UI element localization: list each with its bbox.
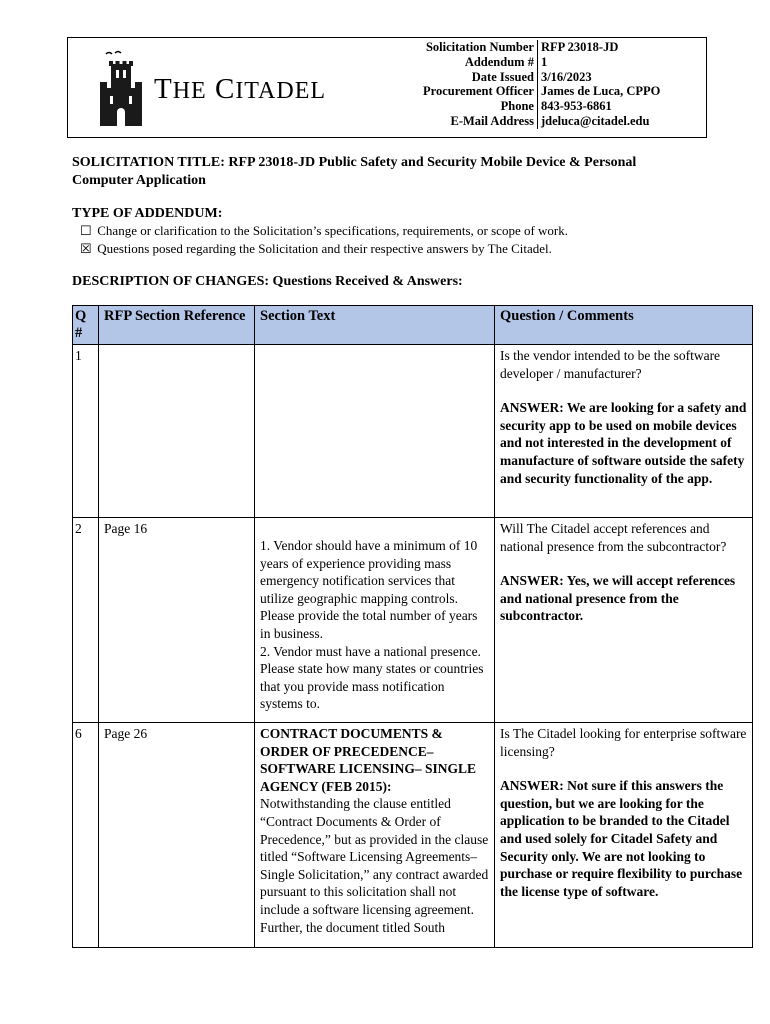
col-header-text: Section Text <box>255 306 495 345</box>
col-header-q: Q # <box>73 306 99 345</box>
addendum-option-questions <box>80 240 552 257</box>
answer-text: ANSWER: We are looking for a safety and security app to be used on mobile devices and not interested in the development of manufacture of software outside the safety and security functionality of the app. <box>500 400 747 486</box>
section-text-heading: CONTRACT DOCUMENTS & ORDER OF PRECEDENCE– SOFTWARE LICENSING– SINGLE AGENCY (FEB 2015): <box>260 726 477 794</box>
solicitation-title: SOLICITATION TITLE: RFP 23018-JD Public Safety and Security Mobile Device & Personal Computer Application <box>72 155 637 188</box>
table-row <box>73 723 753 948</box>
castle-tower-icon <box>98 48 146 128</box>
info-row: Procurement Officer James de Luca, CPPO <box>420 84 663 99</box>
answer-text: ANSWER: Yes, we will accept references and national presence from the subcontractor. <box>500 573 736 624</box>
questions-answers-table <box>72 305 753 948</box>
question-number: 1 <box>73 345 99 518</box>
header-box <box>67 37 707 138</box>
unchecked-box-icon: ☐ <box>80 223 92 238</box>
description-label: DESCRIPTION OF CHANGES: Questions Received & Answers: <box>72 274 463 289</box>
logo-wordmark: THE CITADEL <box>154 73 327 105</box>
question-number: 2 <box>73 518 99 723</box>
table-header-row <box>73 306 753 345</box>
option-text: Questions posed regarding the Solicitation and their respective answers by The Citadel. <box>97 241 552 256</box>
question-text: Will The Citadel accept references and national presence from the subcontractor? <box>500 521 727 554</box>
email-link[interactable]: jdeluca@citadel.edu <box>540 113 650 128</box>
addendum-type-label: TYPE OF ADDENDUM: <box>72 206 223 221</box>
section-text-body: Notwithstanding the clause entitled “Contract Documents & Order of Precedence,” but as provided in the clause titled “Software Licensing Agreements–Single Solicitation,” any contract awarded pursuant to this solicitation shall not include a software licensing agreement. Further, the document titled South <box>260 796 489 935</box>
section-reference: Page 16 <box>99 518 255 723</box>
table-row <box>73 345 753 518</box>
table-row <box>73 518 753 723</box>
info-row: Date Issued 3/16/2023 <box>420 70 663 85</box>
question-cell <box>495 723 753 948</box>
info-row: Addendum # 1 <box>420 55 663 70</box>
answer-text: ANSWER: Not sure if this answers the question, but we are looking for the application to be branded to the Citadel and used solely for Citadel Safety and Security only. We are not looking to purchase or require flexibility to purchase the license type of software. <box>500 778 743 899</box>
section-reference <box>99 345 255 518</box>
question-text: Is the vendor intended to be the software developer / manufacturer? <box>500 348 721 381</box>
info-row: E-Mail Address jdeluca@citadel.edu <box>420 114 663 129</box>
citadel-logo <box>98 48 388 128</box>
info-row: Solicitation Number RFP 23018-JD <box>420 40 663 55</box>
checked-box-icon: ☒ <box>80 241 92 256</box>
addendum-option-change <box>80 222 568 239</box>
info-row: Phone 843-953-6861 <box>420 99 663 114</box>
question-cell <box>495 345 753 518</box>
col-header-question: Question / Comments <box>495 306 753 345</box>
question-text: Is The Citadel looking for enterprise software licensing? <box>500 726 747 759</box>
option-text: Change or clarification to the Solicitation’s specifications, requirements, or scope of work. <box>97 223 569 238</box>
section-text <box>255 518 495 723</box>
col-header-ref: RFP Section Reference <box>99 306 255 345</box>
question-number: 6 <box>73 723 99 948</box>
question-cell <box>495 518 753 723</box>
section-text-body: 1. Vendor should have a minimum of 10 years of experience providing mass emergency notification services that utilize geographic mapping controls. Please provide the total number of years in business. 2. Vendor must have a national presence. Please state how many states or countries that you provide mass notification systems to. <box>260 538 484 712</box>
solicitation-info-table <box>420 40 663 129</box>
section-reference: Page 26 <box>99 723 255 948</box>
section-text <box>255 345 495 518</box>
section-text <box>255 723 495 948</box>
